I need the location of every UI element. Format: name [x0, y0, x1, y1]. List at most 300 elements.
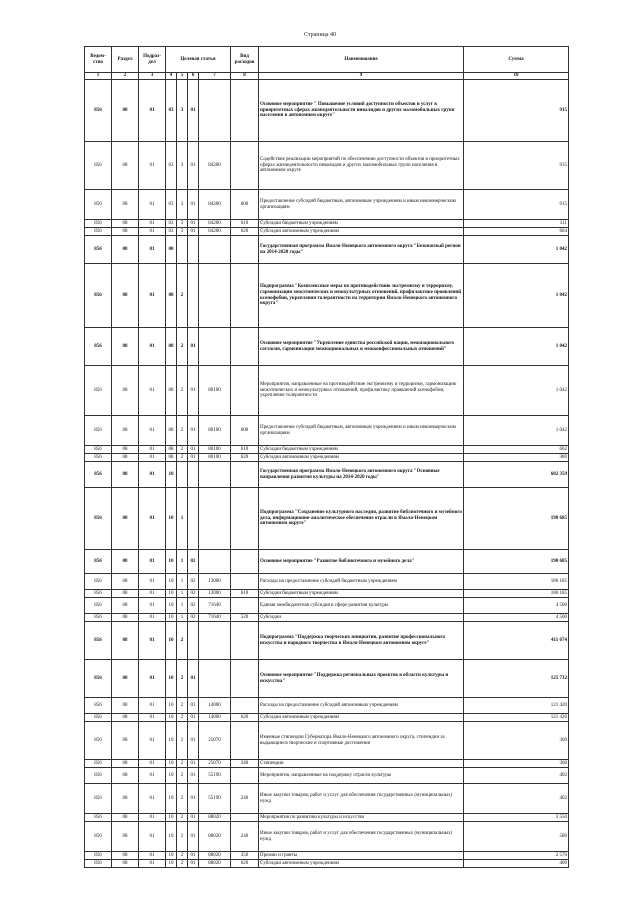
cell-name: Государственная программа Ямало-Ненецкого автономного округа "Безопасный регион на 2014-2020 годы": [259, 236, 464, 264]
table-row: [85, 698, 569, 714]
cell-name: Содействие реализации мероприятий по обеспечению доступности объектов в приоритетных сферах жизнедеятельности инвалидов и других маломобильных групп населения в автономном округе: [259, 142, 464, 190]
cell-direction: 71640: [199, 614, 231, 622]
cell-program: 10: [166, 822, 177, 852]
cell-section: 08: [112, 598, 139, 614]
table-row: [85, 590, 569, 598]
cell-expense-type: [231, 236, 259, 264]
cell-program: 08: [166, 236, 177, 264]
cell-subprogram: 3: [177, 220, 188, 228]
cell-name: Премии и гранты: [259, 852, 464, 860]
cell-program: 10: [166, 768, 177, 784]
cell-direction: 13000: [199, 590, 231, 598]
cell-subsection: 01: [139, 860, 166, 868]
cell-dept: 856: [85, 784, 112, 814]
cell-name: Субсидии бюджетным учреждениям: [259, 590, 464, 598]
cell-dept: 856: [85, 598, 112, 614]
cell-name: Иные закупки товаров, работ и услуг для обеспечения государственных (муниципальных) нужд: [259, 822, 464, 852]
header-section: Раздел: [112, 47, 139, 73]
cell-name: Стипендии: [259, 760, 464, 768]
cell-sum: 604: [464, 228, 569, 236]
cell-subprogram: 1: [177, 488, 188, 550]
cell-dept: 856: [85, 454, 112, 462]
cell-subsection: 01: [139, 598, 166, 614]
cell-program: 10: [166, 814, 177, 822]
table-body: [85, 80, 569, 868]
cell-dept: 856: [85, 822, 112, 852]
cell-activity: 01: [188, 142, 199, 190]
cell-subsection: 01: [139, 264, 166, 328]
cell-subprogram: 1: [177, 574, 188, 590]
cell-sum: 4 500: [464, 598, 569, 614]
cell-subsection: 01: [139, 328, 166, 366]
table-row: [85, 822, 569, 852]
table-row: [85, 416, 569, 446]
cell-program: 10: [166, 598, 177, 614]
cell-program: 10: [166, 614, 177, 622]
cell-name: Мероприятия, направленные на противодействие экстремизму и терроризму, гармонизацию межэтнических и межкультурных отношений, профилактику проявлений ксенофобии, укрепление толерантности: [259, 366, 464, 416]
cell-activity: 02: [188, 574, 199, 590]
cell-sum: 380: [464, 454, 569, 462]
cell-expense-type: [231, 264, 259, 328]
cell-subprogram: 2: [177, 714, 188, 722]
cell-activity: 02: [188, 550, 199, 574]
cell-activity: 01: [188, 80, 199, 142]
column-number: 6: [188, 73, 199, 80]
cell-direction: [199, 328, 231, 366]
cell-subsection: 01: [139, 220, 166, 228]
cell-section: 08: [112, 814, 139, 822]
cell-dept: 856: [85, 228, 112, 236]
cell-expense-type: 340: [231, 760, 259, 768]
cell-name: Основное мероприятие "Поддержка региональных проектов в области культуры и искусства": [259, 660, 464, 698]
table-row: [85, 446, 569, 454]
column-number: 9: [259, 73, 464, 80]
cell-subprogram: 1: [177, 550, 188, 574]
cell-dept: 856: [85, 488, 112, 550]
cell-section: 08: [112, 852, 139, 860]
cell-sum: 125 732: [464, 660, 569, 698]
cell-subprogram: 1: [177, 590, 188, 598]
cell-expense-type: [231, 142, 259, 190]
cell-sum: 4 500: [464, 614, 569, 622]
cell-subprogram: 2: [177, 760, 188, 768]
cell-expense-type: 240: [231, 784, 259, 814]
cell-expense-type: [231, 660, 259, 698]
cell-program: 10: [166, 590, 177, 598]
cell-activity: 01: [188, 220, 199, 228]
cell-sum: 190 685: [464, 488, 569, 550]
cell-name: Субсидии: [259, 614, 464, 622]
cell-subsection: 01: [139, 768, 166, 784]
cell-program: 08: [166, 264, 177, 328]
cell-program: 10: [166, 698, 177, 714]
cell-subsection: 01: [139, 814, 166, 822]
cell-activity: 01: [188, 416, 199, 446]
cell-dept: 856: [85, 760, 112, 768]
cell-section: 08: [112, 446, 139, 454]
cell-direction: 88020: [199, 822, 231, 852]
cell-sum: 2 570: [464, 852, 569, 860]
cell-direction: 55190: [199, 784, 231, 814]
cell-subsection: 01: [139, 454, 166, 462]
table-row: [85, 768, 569, 784]
cell-subsection: 01: [139, 784, 166, 814]
cell-activity: 01: [188, 714, 199, 722]
cell-expense-type: [231, 698, 259, 714]
cell-program: 10: [166, 860, 177, 868]
cell-subsection: 01: [139, 190, 166, 220]
cell-program: 10: [166, 852, 177, 860]
cell-sum: 411 674: [464, 622, 569, 660]
cell-program: 10: [166, 550, 177, 574]
table-row: [85, 488, 569, 550]
table-row: [85, 660, 569, 698]
cell-direction: 14000: [199, 714, 231, 722]
cell-subprogram: 1: [177, 614, 188, 622]
cell-name: Мероприятия, направленные на поддержку отрасли культуры: [259, 768, 464, 784]
column-number-row: [85, 73, 569, 80]
cell-section: 08: [112, 190, 139, 220]
cell-expense-type: [231, 814, 259, 822]
cell-name: Мероприятия по развитию культуры и искусства: [259, 814, 464, 822]
cell-name: Предоставление субсидий бюджетным, автономным учреждениям и иным некоммерческим организациям: [259, 416, 464, 446]
cell-dept: 856: [85, 698, 112, 714]
cell-subsection: 01: [139, 852, 166, 860]
cell-dept: 856: [85, 714, 112, 722]
table-row: [85, 722, 569, 760]
cell-subprogram: [177, 462, 188, 488]
cell-direction: 84200: [199, 142, 231, 190]
cell-sum: 1 042: [464, 328, 569, 366]
cell-name: Субсидии автономным учреждениям: [259, 454, 464, 462]
cell-expense-type: [231, 722, 259, 760]
column-number: 2: [112, 73, 139, 80]
cell-name: Основное мероприятие " Повышение условий доступности объектов и услуг в приоритетных сферах жизнедеятельности инвалидов и других маломобильных групп населения в автономном округе": [259, 80, 464, 142]
cell-dept: 856: [85, 264, 112, 328]
cell-program: 03: [166, 142, 177, 190]
cell-program: 10: [166, 714, 177, 722]
cell-dept: 856: [85, 860, 112, 868]
header-expense-type: Вид расходов: [231, 47, 259, 73]
cell-sum: 915: [464, 190, 569, 220]
cell-direction: 55190: [199, 768, 231, 784]
cell-sum: 1 042: [464, 366, 569, 416]
cell-dept: 856: [85, 574, 112, 590]
cell-direction: 84200: [199, 190, 231, 220]
column-number: 8: [231, 73, 259, 80]
cell-dept: 856: [85, 614, 112, 622]
cell-expense-type: 610: [231, 220, 259, 228]
cell-dept: 856: [85, 550, 112, 574]
cell-sum: 311: [464, 220, 569, 228]
cell-sum: 360: [464, 722, 569, 760]
table-row: [85, 454, 569, 462]
cell-dept: 856: [85, 462, 112, 488]
cell-name: Подпрограмма "Поддержка творческих инициатив, развитие профессионального искусства и народного творчества в Ямало-Ненецком автономном округе": [259, 622, 464, 660]
cell-subsection: 01: [139, 822, 166, 852]
cell-activity: 01: [188, 190, 199, 220]
table-row: [85, 228, 569, 236]
cell-name: Подпрограмма "Комплексные меры по противодействию экстремизму и терроризму, гармонизации межэтнических и межкультурных отношений, профилактике проявлений ксенофобии, укрепления толерантности на территории Ямало-Ненецкого автономного округа": [259, 264, 464, 328]
cell-section: 08: [112, 80, 139, 142]
cell-sum: 915: [464, 80, 569, 142]
cell-program: 10: [166, 574, 177, 590]
cell-program: 08: [166, 366, 177, 416]
header-dept: Ведом-ство: [85, 47, 112, 73]
cell-subsection: 01: [139, 142, 166, 190]
cell-direction: 25070: [199, 722, 231, 760]
cell-subsection: 01: [139, 622, 166, 660]
cell-expense-type: 620: [231, 860, 259, 868]
table-row: [85, 142, 569, 190]
cell-section: 08: [112, 768, 139, 784]
cell-name: Основное мероприятие "Укрепление единства российской нации, межнационального согласия, гармонизация межнациональных и межконфессиональных отношений": [259, 328, 464, 366]
cell-expense-type: 620: [231, 228, 259, 236]
cell-name: Именные стипендии Губернатора Ямало-Ненецкого автономного округа, стипендии за выдающиеся творческие и спортивные достижения: [259, 722, 464, 760]
cell-activity: 01: [188, 722, 199, 760]
column-number: 5: [177, 73, 188, 80]
cell-subprogram: 2: [177, 698, 188, 714]
cell-activity: 01: [188, 328, 199, 366]
cell-section: 08: [112, 142, 139, 190]
cell-subprogram: 3: [177, 142, 188, 190]
cell-sum: 3 550: [464, 814, 569, 822]
table-header: [85, 47, 569, 80]
cell-sum: 186 185: [464, 590, 569, 598]
cell-program: 08: [166, 416, 177, 446]
cell-section: 08: [112, 784, 139, 814]
cell-expense-type: 620: [231, 454, 259, 462]
column-number: 3: [139, 73, 166, 80]
table-row: [85, 550, 569, 574]
cell-dept: 856: [85, 328, 112, 366]
cell-subsection: 01: [139, 660, 166, 698]
cell-section: 08: [112, 264, 139, 328]
cell-program: 08: [166, 454, 177, 462]
table-row: [85, 760, 569, 768]
cell-name: Субсидии автономным учреждениям: [259, 228, 464, 236]
cell-subprogram: 2: [177, 328, 188, 366]
cell-name: Единая межбюджетная субсидия в сфере развития культуры: [259, 598, 464, 614]
cell-subprogram: 2: [177, 446, 188, 454]
cell-expense-type: [231, 768, 259, 784]
cell-dept: 856: [85, 852, 112, 860]
table-row: [85, 236, 569, 264]
cell-activity: 01: [188, 784, 199, 814]
cell-expense-type: [231, 550, 259, 574]
cell-expense-type: 610: [231, 590, 259, 598]
cell-subprogram: 2: [177, 722, 188, 760]
budget-table: [84, 46, 569, 868]
page-number-label: Страница 40: [303, 32, 337, 38]
table-row: [85, 220, 569, 228]
cell-expense-type: 610: [231, 446, 259, 454]
cell-section: 08: [112, 760, 139, 768]
cell-subsection: 01: [139, 80, 166, 142]
cell-name: Субсидии бюджетным учреждениям: [259, 220, 464, 228]
cell-activity: 01: [188, 768, 199, 784]
cell-section: 08: [112, 822, 139, 852]
cell-expense-type: [231, 462, 259, 488]
cell-direction: [199, 80, 231, 142]
cell-program: 10: [166, 462, 177, 488]
cell-dept: 856: [85, 814, 112, 822]
cell-subsection: 01: [139, 722, 166, 760]
cell-name: Предоставление субсидий бюджетным, автономным учреждениям и иным некоммерческим организациям: [259, 190, 464, 220]
cell-sum: 121 420: [464, 698, 569, 714]
cell-subprogram: 2: [177, 416, 188, 446]
cell-section: 08: [112, 574, 139, 590]
cell-subprogram: 2: [177, 366, 188, 416]
cell-direction: 80100: [199, 366, 231, 416]
cell-name: Расходы на предоставление субсидий бюджетным учреждениям: [259, 574, 464, 590]
cell-program: 03: [166, 228, 177, 236]
cell-direction: 88020: [199, 852, 231, 860]
table-row: [85, 574, 569, 590]
table-row: [85, 622, 569, 660]
cell-section: 08: [112, 236, 139, 264]
cell-activity: [188, 236, 199, 264]
cell-expense-type: [231, 622, 259, 660]
column-number: 1: [85, 73, 112, 80]
cell-sum: 1 042: [464, 264, 569, 328]
cell-direction: 25070: [199, 760, 231, 768]
cell-dept: 856: [85, 190, 112, 220]
cell-sum: 402: [464, 784, 569, 814]
cell-sum: 402: [464, 768, 569, 784]
cell-dept: 856: [85, 722, 112, 760]
table-row: [85, 714, 569, 722]
cell-name: Расходы на предоставление субсидий автономным учреждениям: [259, 698, 464, 714]
cell-sum: 121 420: [464, 714, 569, 722]
cell-expense-type: 600: [231, 190, 259, 220]
cell-section: 08: [112, 416, 139, 446]
cell-dept: 856: [85, 220, 112, 228]
cell-direction: 88020: [199, 814, 231, 822]
cell-program: 03: [166, 190, 177, 220]
cell-sum: 1 042: [464, 416, 569, 446]
cell-direction: 14000: [199, 698, 231, 714]
cell-section: 08: [112, 622, 139, 660]
cell-direction: 84200: [199, 220, 231, 228]
cell-activity: 01: [188, 822, 199, 852]
cell-subsection: 01: [139, 446, 166, 454]
cell-activity: 02: [188, 598, 199, 614]
cell-sum: 1 042: [464, 236, 569, 264]
cell-section: 08: [112, 660, 139, 698]
cell-program: 10: [166, 488, 177, 550]
cell-activity: 01: [188, 228, 199, 236]
cell-subprogram: 2: [177, 660, 188, 698]
cell-subsection: 01: [139, 550, 166, 574]
table-row: [85, 328, 569, 366]
cell-dept: 856: [85, 768, 112, 784]
cell-subprogram: 2: [177, 622, 188, 660]
cell-activity: 01: [188, 698, 199, 714]
cell-subprogram: 2: [177, 784, 188, 814]
cell-name: Субсидии бюджетным учреждениям: [259, 446, 464, 454]
cell-subsection: 01: [139, 462, 166, 488]
cell-subprogram: 2: [177, 860, 188, 868]
cell-section: 08: [112, 328, 139, 366]
cell-section: 08: [112, 860, 139, 868]
cell-dept: 856: [85, 416, 112, 446]
cell-section: 08: [112, 228, 139, 236]
cell-section: 08: [112, 722, 139, 760]
cell-direction: [199, 550, 231, 574]
table-row: [85, 614, 569, 622]
cell-section: 08: [112, 714, 139, 722]
cell-subsection: 01: [139, 236, 166, 264]
header-sum: Сумма: [464, 47, 569, 73]
cell-sum: 190 685: [464, 550, 569, 574]
cell-subsection: 01: [139, 590, 166, 598]
cell-direction: [199, 660, 231, 698]
cell-direction: 13000: [199, 574, 231, 590]
cell-sum: 915: [464, 142, 569, 190]
cell-activity: 01: [188, 454, 199, 462]
cell-direction: [199, 264, 231, 328]
cell-dept: 856: [85, 660, 112, 698]
cell-name: Субсидии автономным учреждениям: [259, 714, 464, 722]
cell-sum: 662: [464, 446, 569, 454]
cell-section: 08: [112, 614, 139, 622]
cell-subsection: 01: [139, 698, 166, 714]
cell-subsection: 01: [139, 714, 166, 722]
cell-expense-type: [231, 574, 259, 590]
cell-program: 08: [166, 446, 177, 454]
cell-direction: [199, 462, 231, 488]
cell-subprogram: 3: [177, 228, 188, 236]
header-name: Наименование: [259, 47, 464, 73]
cell-direction: 80100: [199, 454, 231, 462]
cell-subprogram: 2: [177, 264, 188, 328]
cell-activity: 01: [188, 860, 199, 868]
cell-dept: 856: [85, 80, 112, 142]
cell-activity: 01: [188, 446, 199, 454]
cell-activity: 01: [188, 814, 199, 822]
cell-subsection: 01: [139, 760, 166, 768]
cell-expense-type: [231, 488, 259, 550]
cell-expense-type: [231, 80, 259, 142]
cell-dept: 856: [85, 236, 112, 264]
table-row: [85, 852, 569, 860]
header-target-article: Целевая статья: [166, 47, 231, 73]
cell-direction: 88020: [199, 860, 231, 868]
cell-program: 08: [166, 328, 177, 366]
cell-dept: 856: [85, 446, 112, 454]
cell-section: 08: [112, 462, 139, 488]
cell-activity: [188, 488, 199, 550]
cell-activity: [188, 462, 199, 488]
table-row: [85, 190, 569, 220]
cell-dept: 856: [85, 366, 112, 416]
cell-subprogram: 2: [177, 852, 188, 860]
cell-expense-type: 620: [231, 714, 259, 722]
cell-direction: [199, 488, 231, 550]
cell-section: 08: [112, 220, 139, 228]
cell-direction: 80100: [199, 416, 231, 446]
cell-name: Подпрограмма "Сохранение культурного наследия, развитие библиотечного и музейного дела, информационно-аналитическое обеспечение отрасли в Ямало-Ненецком автономном округе": [259, 488, 464, 550]
cell-direction: 84200: [199, 228, 231, 236]
cell-program: 03: [166, 80, 177, 142]
cell-program: 10: [166, 660, 177, 698]
cell-expense-type: 600: [231, 416, 259, 446]
cell-activity: 01: [188, 760, 199, 768]
cell-sum: 602 359: [464, 462, 569, 488]
cell-dept: 856: [85, 142, 112, 190]
column-number: 7: [199, 73, 231, 80]
